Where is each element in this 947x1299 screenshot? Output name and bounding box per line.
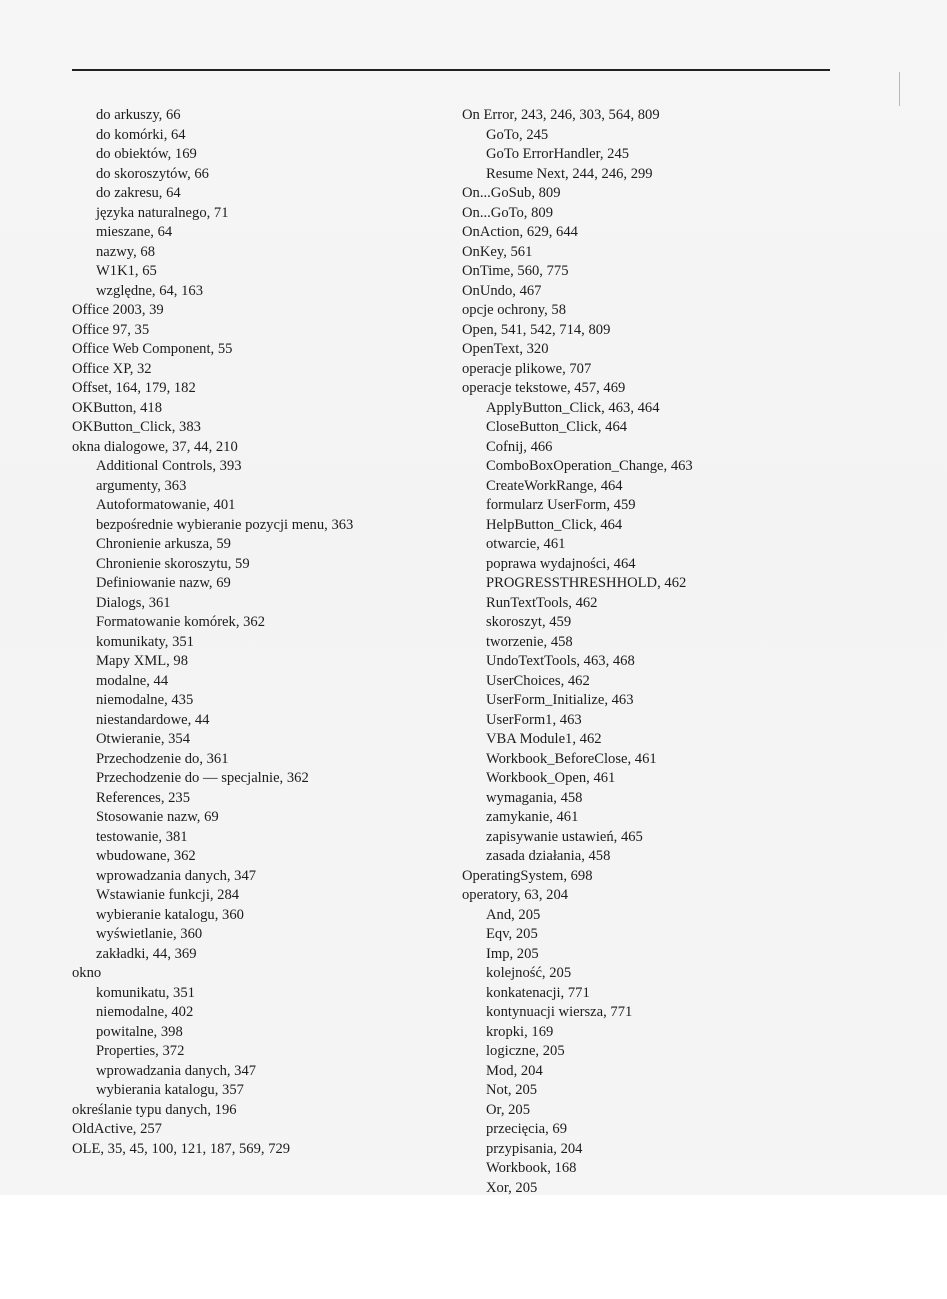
index-entry: On Error, 243, 246, 303, 564, 809 bbox=[462, 107, 660, 123]
index-subentry: Imp, 205 bbox=[486, 945, 539, 962]
index-entry: OldActive, 257 bbox=[72, 1121, 162, 1137]
index-subentry: CreateWorkRange, 464 bbox=[486, 477, 623, 494]
index-subentry: Resume Next, 244, 246, 299 bbox=[486, 165, 653, 182]
index-subentry: UndoTextTools, 463, 468 bbox=[486, 653, 635, 669]
index-subentry: Chronienie arkusza, 59 bbox=[96, 536, 231, 552]
index-subentry: zasada działania, 458 bbox=[486, 848, 611, 864]
index-subentry: tworzenie, 458 bbox=[486, 633, 573, 650]
index-subentry: wybieranie katalogu, 360 bbox=[96, 906, 244, 923]
index-subentry: Not, 205 bbox=[486, 1082, 538, 1098]
scan-edge-mark bbox=[899, 72, 900, 106]
index-entry: Office 2003, 39 bbox=[72, 302, 164, 318]
index-subentry: względne, 64, 163 bbox=[96, 282, 203, 299]
index-subentry: do arkuszy, 66 bbox=[96, 107, 181, 123]
index-subentry: argumenty, 363 bbox=[96, 477, 187, 494]
index-subentry: ApplyButton_Click, 463, 464 bbox=[486, 399, 660, 416]
index-subentry: wymagania, 458 bbox=[486, 789, 583, 806]
index-subentry: Properties, 372 bbox=[96, 1043, 185, 1059]
index-subentry: VBA Module1, 462 bbox=[486, 731, 602, 747]
index-subentry: kontynuacji wiersza, 771 bbox=[486, 1004, 633, 1020]
index-subentry: testowanie, 381 bbox=[96, 828, 188, 845]
index-entry: OnTime, 560, 775 bbox=[462, 263, 569, 279]
index-subentry: GoTo, 245 bbox=[486, 126, 549, 143]
index-subentry: Additional Controls, 393 bbox=[96, 458, 242, 474]
index-subentry: niemodalne, 435 bbox=[96, 692, 194, 708]
index-subentry: Eqv, 205 bbox=[486, 926, 538, 942]
index-subentry: logiczne, 205 bbox=[486, 1043, 565, 1059]
index-subentry: Wstawianie funkcji, 284 bbox=[96, 887, 240, 903]
index-subentry: CloseButton_Click, 464 bbox=[486, 419, 628, 435]
index-entry: operacje tekstowe, 457, 469 bbox=[462, 380, 626, 396]
index-subentry: Workbook_BeforeClose, 461 bbox=[486, 750, 657, 767]
index-subentry: Formatowanie komórek, 362 bbox=[96, 614, 266, 630]
index-subentry: bezpośrednie wybieranie pozycji menu, 363 bbox=[96, 516, 354, 533]
header-rule bbox=[72, 69, 830, 71]
index-subentry: RunTextTools, 462 bbox=[486, 594, 598, 611]
index-entry: OnAction, 629, 644 bbox=[462, 224, 578, 240]
index-entry: OpenText, 320 bbox=[462, 341, 549, 357]
index-subentry: wprowadzania danych, 347 bbox=[96, 867, 257, 884]
index-subentry: wprowadzania danych, 347 bbox=[96, 1062, 257, 1079]
index-column-left bbox=[72, 106, 353, 1159]
index-subentry: skoroszyt, 459 bbox=[486, 614, 572, 630]
index-subentry: Stosowanie nazw, 69 bbox=[96, 809, 219, 825]
index-subentry: Definiowanie nazw, 69 bbox=[96, 575, 231, 591]
index-subentry: And, 205 bbox=[486, 906, 541, 923]
index-subentry: wbudowane, 362 bbox=[96, 848, 196, 864]
index-entry: OnUndo, 467 bbox=[462, 282, 542, 299]
index-entry: Office Web Component, 55 bbox=[72, 341, 233, 357]
index-subentry: przypisania, 204 bbox=[486, 1140, 583, 1157]
index-entry: okna dialogowe, 37, 44, 210 bbox=[72, 438, 238, 455]
index-subentry: konkatenacji, 771 bbox=[486, 984, 590, 1001]
index-entry: opcje ochrony, 58 bbox=[462, 302, 567, 318]
index-subentry: Mod, 204 bbox=[486, 1062, 543, 1079]
index-entry: OperatingSystem, 698 bbox=[462, 867, 593, 884]
index-subentry: nazwy, 68 bbox=[96, 243, 156, 260]
index-entry: Office 97, 35 bbox=[72, 321, 150, 338]
index-subentry: ComboBoxOperation_Change, 463 bbox=[486, 458, 693, 474]
index-subentry: zapisywanie ustawień, 465 bbox=[486, 828, 643, 845]
index-subentry: do skoroszytów, 66 bbox=[96, 165, 209, 182]
index-entry: Open, 541, 542, 714, 809 bbox=[462, 321, 611, 338]
index-subentry: do obiektów, 169 bbox=[96, 146, 197, 162]
index-subentry: przecięcia, 69 bbox=[486, 1121, 568, 1137]
index-subentry: Or, 205 bbox=[486, 1101, 531, 1118]
index-subentry: języka naturalnego, 71 bbox=[96, 204, 229, 221]
index-subentry: otwarcie, 461 bbox=[486, 536, 566, 552]
index-subentry: Xor, 205 bbox=[486, 1179, 538, 1196]
index-entry: On...GoSub, 809 bbox=[462, 185, 561, 201]
index-entry: okno bbox=[72, 965, 102, 981]
index-entry: operatory, 63, 204 bbox=[462, 887, 569, 903]
index-subentry: kolejność, 205 bbox=[486, 965, 572, 981]
index-subentry: wybierania katalogu, 357 bbox=[96, 1082, 244, 1098]
index-subentry: W1K1, 65 bbox=[96, 263, 157, 279]
index-entry: On...GoTo, 809 bbox=[462, 204, 553, 221]
index-subentry: Przechodzenie do — specjalnie, 362 bbox=[96, 770, 309, 786]
index-subentry: do komórki, 64 bbox=[96, 126, 186, 143]
index-subentry: modalne, 44 bbox=[96, 672, 169, 689]
index-subentry: zakładki, 44, 369 bbox=[96, 945, 197, 962]
index-subentry: komunikaty, 351 bbox=[96, 633, 194, 650]
index-subentry: References, 235 bbox=[96, 789, 191, 806]
index-entry: OLE, 35, 45, 100, 121, 187, 569, 729 bbox=[72, 1140, 291, 1157]
index-subentry: UserForm_Initialize, 463 bbox=[486, 692, 634, 708]
index-subentry: Autoformatowanie, 401 bbox=[96, 497, 236, 513]
index-entry: Offset, 164, 179, 182 bbox=[72, 380, 196, 396]
index-subentry: do zakresu, 64 bbox=[96, 185, 181, 201]
index-subentry: wyświetlanie, 360 bbox=[96, 926, 203, 942]
index-subentry: kropki, 169 bbox=[486, 1023, 554, 1040]
index-subentry: powitalne, 398 bbox=[96, 1023, 183, 1040]
index-entry: określanie typu danych, 196 bbox=[72, 1101, 237, 1118]
index-subentry: Otwieranie, 354 bbox=[96, 731, 191, 747]
index-subentry: poprawa wydajności, 464 bbox=[486, 555, 636, 572]
index-subentry: Mapy XML, 98 bbox=[96, 653, 189, 669]
index-entry: OKButton_Click, 383 bbox=[72, 419, 201, 435]
index-subentry: Przechodzenie do, 361 bbox=[96, 750, 229, 767]
index-subentry: niestandardowe, 44 bbox=[96, 711, 210, 728]
index-subentry: Dialogs, 361 bbox=[96, 594, 171, 611]
index-subentry: UserChoices, 462 bbox=[486, 672, 590, 689]
index-entry: Office XP, 32 bbox=[72, 360, 152, 377]
index-subentry: mieszane, 64 bbox=[96, 224, 173, 240]
index-subentry: PROGRESSTHRESHHOLD, 462 bbox=[486, 575, 687, 591]
index-entry: OKButton, 418 bbox=[72, 399, 162, 416]
index-entry: operacje plikowe, 707 bbox=[462, 360, 592, 377]
index-subentry: niemodalne, 402 bbox=[96, 1004, 194, 1020]
index-subentry: UserForm1, 463 bbox=[486, 711, 582, 728]
index-column-right bbox=[462, 106, 693, 1198]
index-subentry: formularz UserForm, 459 bbox=[486, 497, 636, 513]
index-subentry: komunikatu, 351 bbox=[96, 984, 195, 1001]
index-subentry: Workbook_Open, 461 bbox=[486, 770, 616, 786]
scan-lower-margin bbox=[0, 1195, 947, 1299]
index-subentry: Chronienie skoroszytu, 59 bbox=[96, 555, 250, 572]
index-subentry: GoTo ErrorHandler, 245 bbox=[486, 146, 630, 162]
index-entry: OnKey, 561 bbox=[462, 243, 533, 260]
index-subentry: Workbook, 168 bbox=[486, 1160, 577, 1176]
index-subentry: zamykanie, 461 bbox=[486, 809, 579, 825]
index-subentry: HelpButton_Click, 464 bbox=[486, 516, 623, 533]
index-subentry: Cofnij, 466 bbox=[486, 438, 553, 455]
